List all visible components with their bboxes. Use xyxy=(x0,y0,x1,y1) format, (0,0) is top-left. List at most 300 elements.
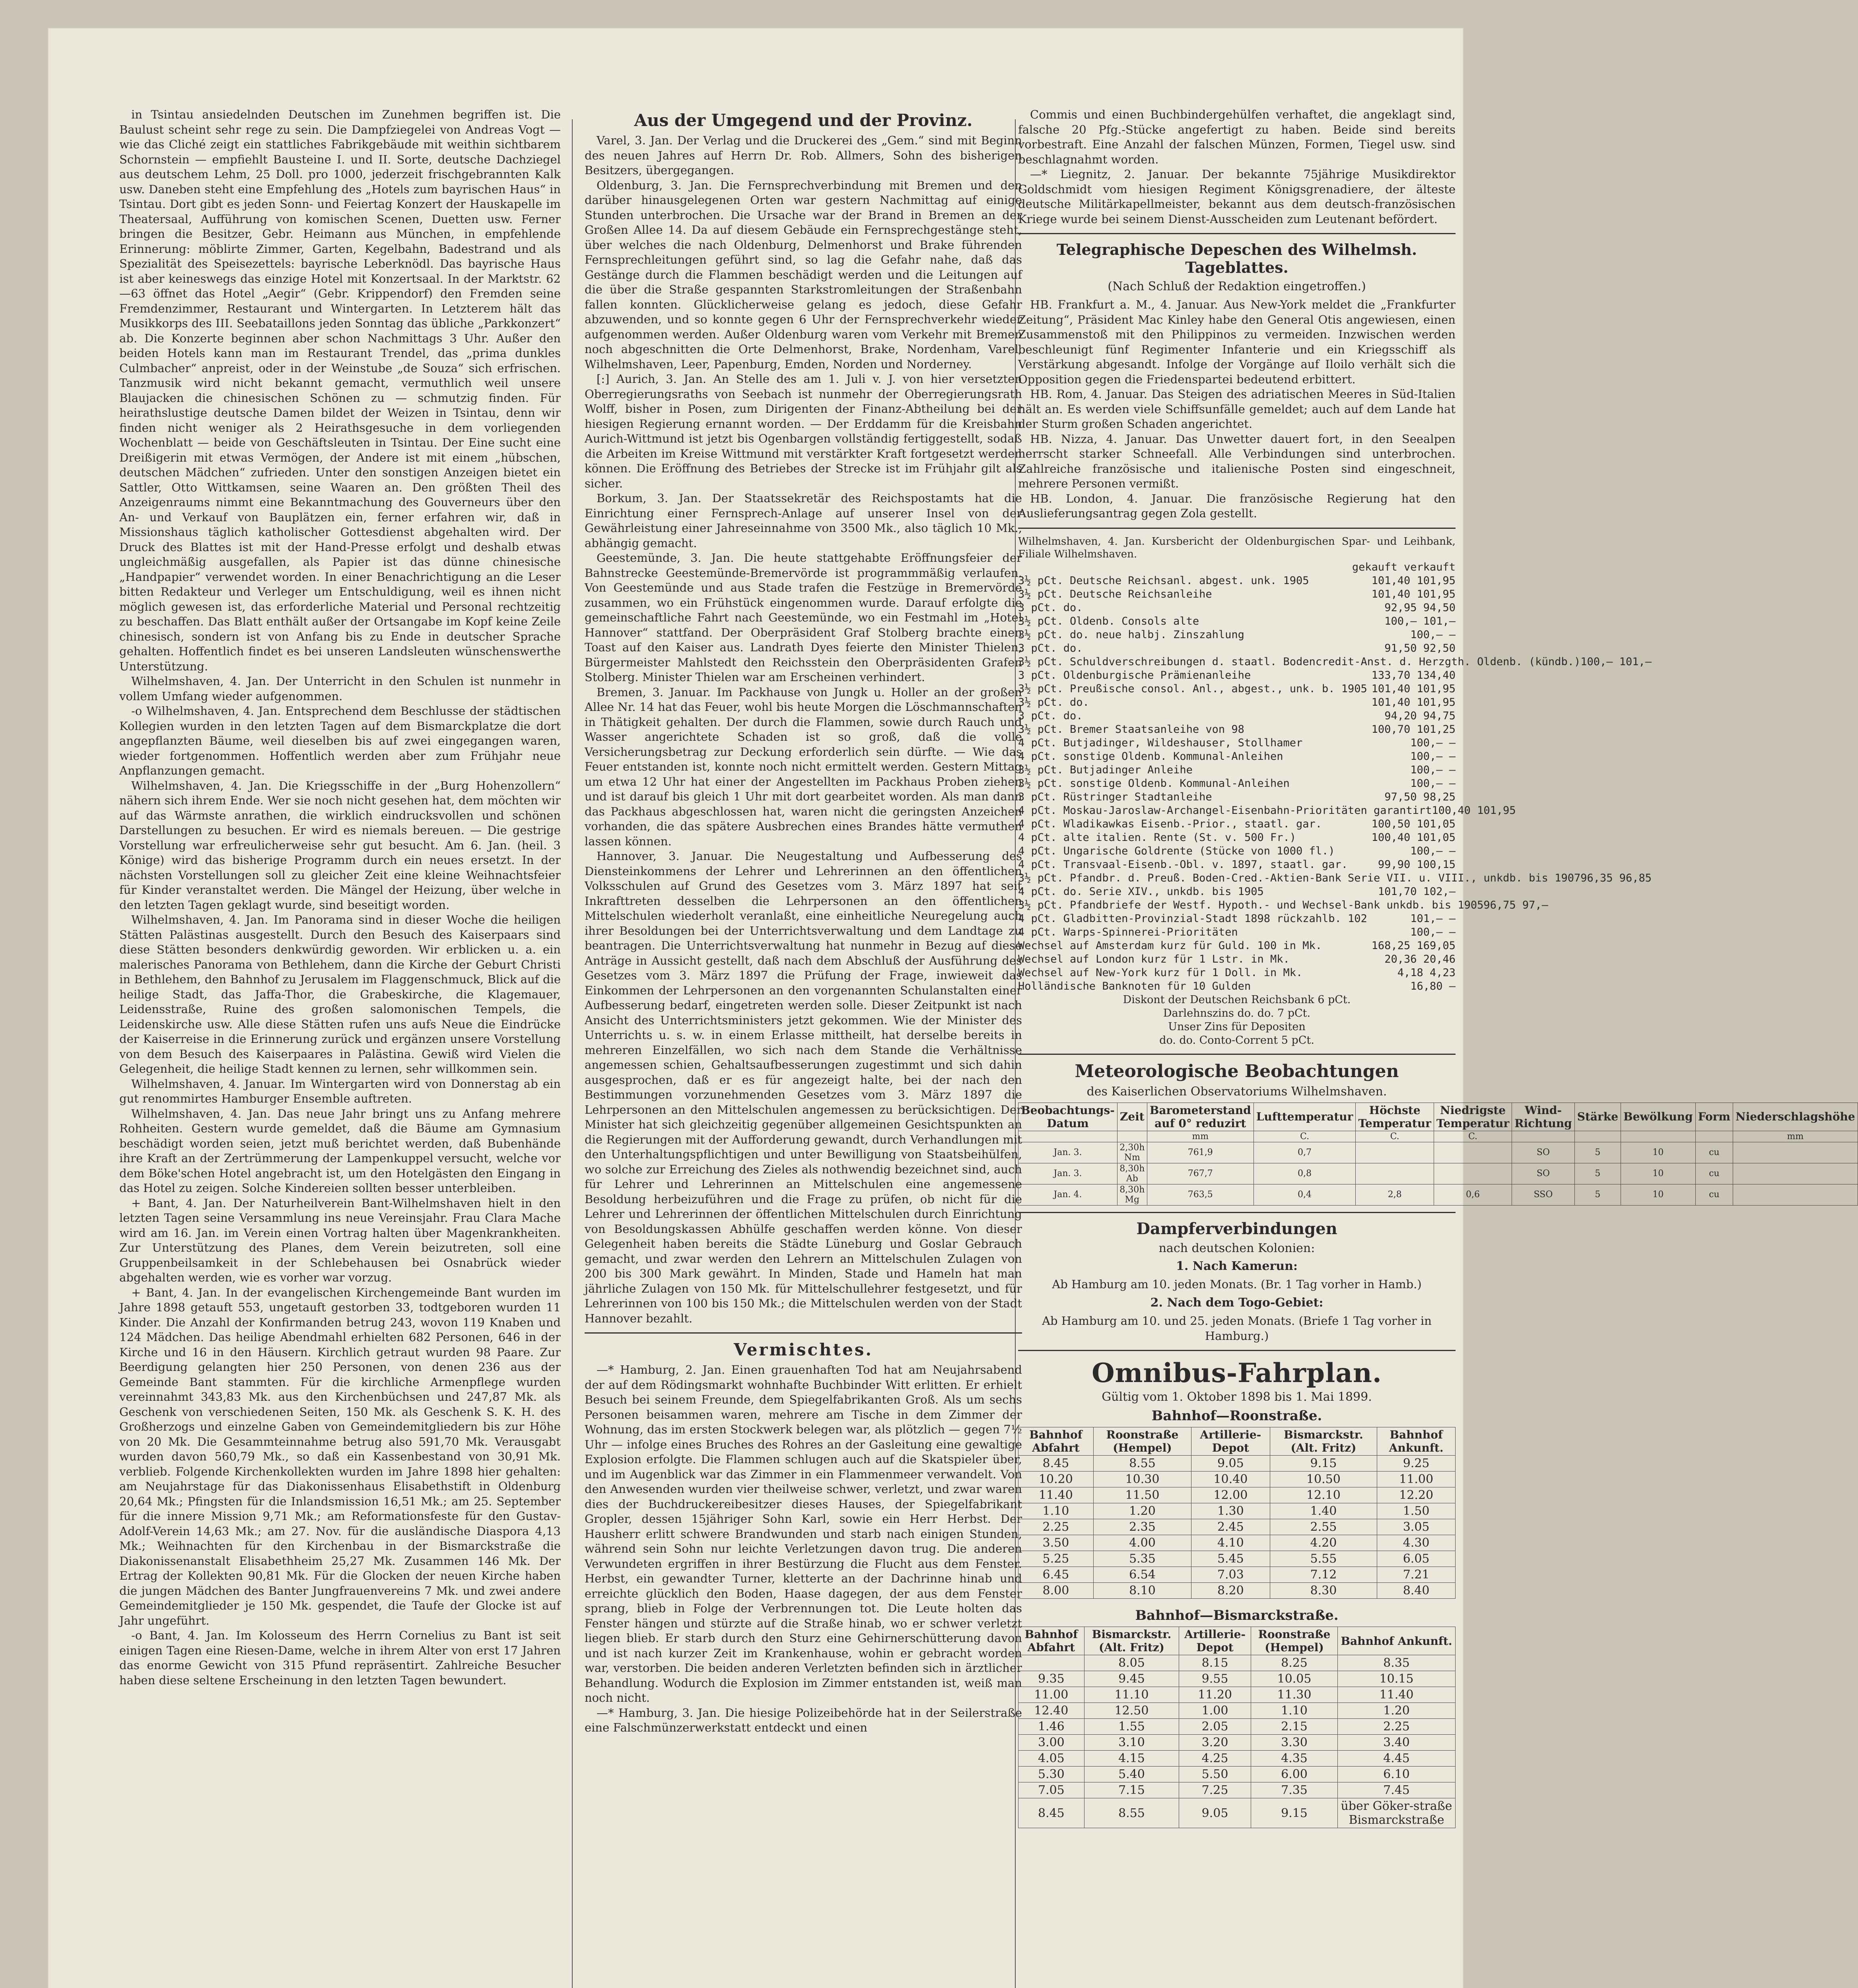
table-cell: 9.35 xyxy=(1018,1671,1084,1687)
article-paragraph: Varel, 3. Jan. Der Verlag und die Druckerei des „Gem.“ sind mit Beginn des neuen Jahres auf Herrn Dr. Rob. Allmers, Sohn des bisherigen Besitzers, übergegangen. xyxy=(585,134,1022,177)
stock-row xyxy=(1018,588,1456,601)
article-paragraph: Borkum, 3. Jan. Der Staatssekretär des Reichspostamts hat die Einrichtung einer Fernsprech-Anlage auf unserer Insel von der Gewährleistung einer Jahreseinnahme von 3500 Mk., also täglich 10 Mk., abhängig gemacht. xyxy=(585,491,1022,550)
stock-footer-line: do. do. Conto-Corrent 5 pCt. xyxy=(1159,1034,1314,1046)
table-cell: 1.10 xyxy=(1251,1703,1337,1719)
table-cell: 8,30h Mg xyxy=(1117,1184,1147,1205)
table-cell: 4.45 xyxy=(1338,1751,1456,1767)
table-row xyxy=(1018,1583,1456,1599)
table-cell: 11.10 xyxy=(1084,1687,1179,1703)
table-cell: 7.05 xyxy=(1018,1782,1084,1798)
stock-name: 3½ pCt. sonstige Oldenb. Kommunal-Anleihen xyxy=(1018,777,1290,790)
misc-articles xyxy=(585,1363,1022,1736)
table-cell: 6.45 xyxy=(1018,1567,1094,1583)
stock-row xyxy=(1018,655,1652,669)
table-cell: SO xyxy=(1512,1163,1575,1184)
table-cell: cu xyxy=(1695,1142,1733,1163)
section-heading-steamers: Dampferverbindungen xyxy=(1136,1219,1337,1238)
table-row xyxy=(1018,1163,1858,1184)
stock-name: 4 pCt. sonstige Oldenb. Kommunal-Anleihen xyxy=(1018,750,1283,763)
table-cell: 7.35 xyxy=(1251,1782,1337,1798)
table-cell: 8.00 xyxy=(1018,1583,1094,1599)
timetable-title: Bahnhof—Roonstraße. xyxy=(1151,1408,1322,1424)
table-cell: 12.50 xyxy=(1084,1703,1179,1719)
article-paragraph: Hannover, 3. Januar. Die Neugestaltung und Aufbesserung des Diensteinkommens der Lehrer und Lehrerinnen an den öffentlichen Volksschulen auf Grund des Gesetzes vom 3. März 1897 hat seit Inkrafttreten desselben die Lehrpersonen an den öffentlichen Mittelschulen wiederholt veranlaßt, eine einheitliche Neuregelung auch ihrer Besoldungen bei der Unterrichtsverwaltung und dem Landtage zu beantragen. Die Unterrichtsverwaltung hat nunmehr in Bezug auf diese Anträge in Aussicht gestellt, daß nach dem Abschluß der Ausführung des Gesetzes vom 3. März 1897 die Prüfung der Frage, inwieweit das Einkommen der Lehrpersonen an den vorgenannten Schulanstalten einer Aufbesserung bedarf, eingetreten werden solle. Dieser Zeitpunkt ist nach Ansicht des Unterrichtsministers jetzt gekommen. Wie der Minister des Unterrichts u. s. w. in einem Erlasse mittheilt, hat derselbe bereits in mehreren Einzelfällen, wo sich nach dem Stande die Verhältnisse angemessen schien, Gehaltsaufbesserungen zugestimmt und sich dahin ausgesprochen, daß er es für angezeigt halte, bei der nach den Bestimmungen vorzunehmenden Gesetzes vom 3. März 1897 die Lehrpersonen an den Mittelschulen angemessen zu berücksichtigen. Der Minister hat sich gleichzeitig gegenüber allgemeinen Gesichtspunkten an die Regierungen mit der Aufforderung gewandt, durch Verhandlungen mit den Unterhaltungspflichtigen und unter Bewilligung von Staatsbeihülfen, wo solche zur Erreichung des Zieles als nothwendig bezeichnet sind, auch für Lehrer und Lehrerinnen an Mittelschulen eine angemessene Besoldung herbeizuführen und die Frage zu prüfen, ob nicht für die Lehrer und Lehrerinnen der öffentlichen Mittelschulen durch Einrichtung von Besoldungskassen Abhülfe geschaffen werden könne. Von dieser Gelegenheit haben bereits die Städte Lüneburg und Goslar Gebrauch gemacht, und zwar werden den Lehrern an Mittelschulen Zulagen von 200 bis 300 Mark gewährt. In Minden, Stade und Hameln hat man jährliche Zulagen von 150 Mk. für Mittelschullehrer festgesetzt, und für Lehrerinnen von 100 bis 150 Mk.; die Mittelschulen werden von der Stadt Hannover bezahlt. xyxy=(585,849,1022,1325)
region-articles xyxy=(585,133,1022,1326)
stock-name: 4 pCt. Transvaal-Eisenb.-Obl. v. 1897, staatl. gar. xyxy=(1018,858,1348,871)
table-cell xyxy=(1434,1142,1512,1163)
stock-value: 100,— — xyxy=(1410,628,1456,641)
table-cell: cu xyxy=(1695,1184,1733,1205)
table-cell: 12.10 xyxy=(1270,1487,1377,1503)
stock-row xyxy=(1018,615,1456,628)
stock-name: 3½ pCt. Bremer Staatsanleihe von 98 xyxy=(1018,723,1244,736)
table-cell: 5.25 xyxy=(1018,1551,1094,1567)
stock-name: 3 pCt. do. xyxy=(1018,642,1083,654)
column-middle xyxy=(585,107,1022,1736)
table-header: Stärke xyxy=(1574,1103,1621,1131)
table-header: Wind-Richtung xyxy=(1512,1103,1575,1131)
stock-value: 101,40 101,95 xyxy=(1371,696,1456,709)
stock-row xyxy=(1018,574,1456,588)
table-header: Artillerie-Depot xyxy=(1191,1427,1270,1456)
table-header: Lufttemperatur xyxy=(1254,1103,1356,1131)
stock-name: 3½ pCt. Oldenb. Consols alte xyxy=(1018,615,1199,627)
table-unit: mm xyxy=(1147,1131,1254,1142)
table-cell: 3.00 xyxy=(1018,1735,1084,1751)
stock-name: 3½ pCt. do. xyxy=(1018,696,1089,709)
table-cell: 6.10 xyxy=(1338,1767,1456,1782)
steamer-route-title: 1. Nach Kamerun: xyxy=(1176,1259,1298,1273)
table-cell: 12.40 xyxy=(1018,1703,1084,1719)
table-cell: 761,9 xyxy=(1147,1142,1254,1163)
stock-name: 3½ pCt. Pfandbr. d. Preuß. Boden-Cred.-Aktien-Bank Serie VII. u. VIII., unkdb. bis 1907 xyxy=(1018,872,1581,884)
table-cell: 4.10 xyxy=(1191,1535,1270,1551)
stock-name: 4 pCt. Ungarische Goldrente (Stücke von 1000 fl.) xyxy=(1018,845,1335,857)
table-header: Beobachtungs-Datum xyxy=(1018,1103,1118,1131)
table-row xyxy=(1018,1503,1456,1519)
stock-row xyxy=(1018,750,1456,763)
table-cell: 1.40 xyxy=(1270,1503,1377,1519)
table-cell: 2.55 xyxy=(1270,1519,1377,1535)
table-unit xyxy=(1695,1131,1733,1142)
table-cell: 3.40 xyxy=(1338,1735,1456,1751)
table-cell: 5.35 xyxy=(1093,1551,1191,1567)
table-header: Bewölkung xyxy=(1621,1103,1696,1131)
table-header: Artillerie-Depot xyxy=(1179,1627,1251,1655)
stock-value: 101,— — xyxy=(1410,912,1456,925)
stock-row xyxy=(1018,980,1456,993)
steamer-route-text: Ab Hamburg am 10. jeden Monats. (Br. 1 Tag vorher in Hamb.) xyxy=(1052,1277,1422,1291)
stock-name: 3½ pCt. Deutsche Reichsanleihe xyxy=(1018,588,1212,600)
article-paragraph: Wilhelmshaven, 4. Januar. Im Wintergarten wird von Donnerstag ab ein gut renommirtes Hamburger Ensemble auftreten. xyxy=(119,1077,561,1105)
stock-value: 100,— — xyxy=(1410,926,1456,938)
table-cell: 8.25 xyxy=(1251,1655,1337,1671)
table-unit: C. xyxy=(1254,1131,1356,1142)
table-cell: 5 xyxy=(1574,1163,1621,1184)
table-header: Roonstraße (Hempel) xyxy=(1251,1627,1337,1655)
table-cell: 2.45 xyxy=(1191,1519,1270,1535)
stock-name: 4 pCt. Gladbitten-Provinzial-Stadt 1898 rückzahlb. 102 xyxy=(1018,912,1367,925)
table-cell: 9.05 xyxy=(1191,1456,1270,1472)
section-heading-meteorology: Meteorologische Beobachtungen xyxy=(1075,1061,1399,1081)
table-cell: 8.45 xyxy=(1018,1456,1094,1472)
table-cell: 11.00 xyxy=(1377,1472,1456,1487)
section-heading-region: Aus der Umgegend und der Provinz. xyxy=(634,111,973,130)
timetable-bismarckstrasse xyxy=(1018,1627,1456,1828)
table-cell: über Göker-straße Bismarckstraße xyxy=(1338,1798,1456,1828)
table-cell: 7.21 xyxy=(1377,1567,1456,1583)
timetable-roonstrasse xyxy=(1018,1427,1456,1599)
table-cell: 8,30h Ab xyxy=(1117,1163,1147,1184)
omnibus-validity: Gültig vom 1. Oktober 1898 bis 1. Mai 1899. xyxy=(1102,1390,1372,1404)
table-cell: 2.35 xyxy=(1093,1519,1191,1535)
stock-value: 94,20 94,75 xyxy=(1384,709,1456,722)
table-cell: 3.20 xyxy=(1179,1735,1251,1751)
table-header: Bismarckstr. (Alt. Fritz) xyxy=(1084,1627,1179,1655)
column-left-articles xyxy=(119,107,561,1688)
stock-value: 97,50 98,25 xyxy=(1384,790,1456,803)
table-cell: 8.05 xyxy=(1084,1655,1179,1671)
table-cell: 12.20 xyxy=(1377,1487,1456,1503)
table-cell: 4.20 xyxy=(1270,1535,1377,1551)
table-cell: 4.00 xyxy=(1093,1535,1191,1551)
stock-report-table xyxy=(1018,574,1652,993)
stock-name: 3½ pCt. Pfandbriefe der Westf. Hypoth.- und Wechsel-Bank unkdb. bis 1905 xyxy=(1018,899,1484,911)
table-cell: 0,7 xyxy=(1254,1142,1356,1163)
steamer-route-title: 2. Nach dem Togo-Gebiet: xyxy=(1150,1296,1324,1310)
stock-row xyxy=(1018,777,1456,790)
table-header: Niederschlagshöhe xyxy=(1733,1103,1858,1131)
table-cell: 4.35 xyxy=(1251,1751,1337,1767)
table-cell: 1.20 xyxy=(1093,1503,1191,1519)
article-paragraph: Wilhelmshaven, 4. Jan. Der Unterricht in den Schulen ist nunmehr in vollem Umfang wieder aufgenommen. xyxy=(119,674,561,703)
stock-name: 3½ pCt. Preußische consol. Anl., abgest., unk. b. 1905 xyxy=(1018,682,1367,695)
stock-value: 100,— — xyxy=(1410,777,1456,790)
table-cell: 2.15 xyxy=(1251,1719,1337,1735)
table-cell: 5.55 xyxy=(1270,1551,1377,1567)
table-row xyxy=(1018,1456,1456,1472)
section-heading-misc: Vermischtes. xyxy=(733,1340,873,1359)
article-paragraph: + Bant, 4. Jan. Der Naturheilverein Bant-Wilhelmshaven hielt in den letzten Tagen seine Versammlung ins neue Vereinsjahr. Frau Clara Mache wird am 16. Jan. im Verein einen Vortrag halten über Magenkrankheiten. Zur Unterstützung des Planes, dem Verein beizutreten, soll eine Gruppenbeilsamkeit in der Schlebehausen bei Osnabrück wieder abgehalten werden, wie es vorher war vorzug. xyxy=(119,1196,561,1284)
divider xyxy=(1018,1212,1456,1213)
stock-name: Holländische Banknoten für 10 Gulden xyxy=(1018,980,1251,992)
stock-name: 4 pCt. Warps-Spinnerei-Prioritäten xyxy=(1018,926,1238,938)
table-row xyxy=(1018,1535,1456,1551)
table-cell: 1.00 xyxy=(1179,1703,1251,1719)
article-paragraph: —* Hamburg, 3. Jan. Die hiesige Polizeibehörde hat in der Seilerstraße eine Falschmünzerwerkstatt entdeckt und einen xyxy=(585,1706,1022,1734)
table-cell: 2.25 xyxy=(1018,1519,1094,1535)
table-cell: 10 xyxy=(1621,1184,1696,1205)
stock-name: 4 pCt. Moskau-Jaroslaw-Archangel-Eisenbahn-Prioritäten garantirt xyxy=(1018,804,1432,817)
table-cell: 8.20 xyxy=(1191,1583,1270,1599)
table-cell: 1.10 xyxy=(1018,1503,1094,1519)
table-cell: 2,30h Nm xyxy=(1117,1142,1147,1163)
table-unit xyxy=(1512,1131,1575,1142)
table-cell: 9.15 xyxy=(1251,1798,1337,1828)
stock-row xyxy=(1018,723,1456,736)
table-row xyxy=(1018,1767,1456,1782)
stock-value: 101,40 101,95 xyxy=(1371,574,1456,587)
table-cell: 11.40 xyxy=(1018,1487,1094,1503)
meteorology-table xyxy=(1018,1103,1858,1206)
table-cell: 763,5 xyxy=(1147,1184,1254,1205)
table-cell: 2.25 xyxy=(1338,1719,1456,1735)
article-paragraph: —* Hamburg, 2. Jan. Einen grauenhaften Tod hat am Neujahrsabend der auf dem Rödingsmarkt wohnhafte Buchbinder Witt erlitten. Er erhielt Besuch bei seinem Freunde, dem Spiegelfabrikanten Groß. Als um sechs Personen beisammen waren, mehrere am Tische in dem Zimmer der Wohnung, das im ersten Stockwerk belegen war, als plötzlich — gegen 7½ Uhr — infolge eines Bruches des Rohres an der Gasleitung eine gewaltige Explosion erfolgte. Die Flammen schlugen auch auf die Skatspieler über, und im Augenblick war das Zimmer in ein Flammenmeer verwandelt. Von den Anwesenden wurden vier theilweise schwer, verletzt, und zwar waren dies der Buchdruckereibesitzer dieses Hauses, der Spiegelfabrikant Gropler, dessen 15jähriger Sohn Karl, sowie ein Herr Herbst. Der Hausherr erlitt schwere Brandwunden und starb nach einigen Stunden, während sein Sohn nur leichte Verletzungen davon trug. Die anderen Verwundeten ergriffen in ihrer Bestürzung die Flucht aus dem Fenster. Herbst, ein gewandter Turner, kletterte an der Dachrinne hinab und erreichte glücklich den Boden, Haase dagegen, der aus dem Fenster sprang, blieb in Folge der Verbrennungen tot. Die Leute holten das Fenster hängen und stürzte auf die Straße hinab, wo er schwer verletzt liegen blieb. Er starb durch den Sturz eine Gehirnerschütterung davon und ist nach kurzer Zeit im Krankenhause, wohin er gebracht worden war, verstorben. Die beiden anderen Verletzten befinden sich in ärztlicher Behandlung. Wodurch die Explosion im Zimmer entstanden ist, weiß man noch nicht. xyxy=(585,1363,1022,1705)
divider xyxy=(585,1332,1022,1334)
stock-value: 100,— — xyxy=(1410,845,1456,857)
article-paragraph: Wilhelmshaven, 4. Jan. Das neue Jahr bringt uns zu Anfang mehrere Rohheiten. Gestern wurde gemeldet, daß die Bäume am Gymnasium beschädigt worden seien, jetzt muß berichtet werden, daß Bubenhände ihre Kraft an der Zertrümmerung der Lampenkuppel versucht, welche vor dem Böke'schen Hotel angebracht ist, um den Hotelgästen den Eingang in das Hotel zu zeigen. Solche Kindereien sollten besser unterbleiben. xyxy=(119,1107,561,1195)
table-cell: 4.25 xyxy=(1179,1751,1251,1767)
article-paragraph: + Bant, 4. Jan. In der evangelischen Kirchengemeinde Bant wurden im Jahre 1898 getauft 553, ungetauft gestorben 33, todtgeboren wurden 11 Kinder. Die Anzahl der Konfirmanden betrug 243, wovon 119 Knaben und 124 Mädchen. Das heilige Abendmahl erhielten 682 Personen, 646 in der Kirche und 16 in den Häusern. Kirchlich getraut wurden 98 Paare. Zur Beerdigung gelangten hier 250 Personen, von denen 236 aus der Gemeinde Bant stammten. Für die kirchliche Armenpflege wurden vereinnahmt 343,83 Mk. aus den Kirchenbüchsen und 247,87 Mk. als Geschenk von verschiedenen Seiten, 150 Mk. als Geschenk S. K. H. des Großherzogs und einzelne Gaben von Gemeindemitgliedern bis zur Höhe von 20 Mk. Die Gesammteinnahme betrug also 591,70 Mk. Verausgabt wurden davon 560,79 Mk., so daß ein Kassenbestand von 30,91 Mk. verblieb. Folgende Kirchenkollekten wurden im Jahre 1898 hier gehalten: am Neujahrstage für das Diakonissenhaus Elisabethstift in Oldenburg 20,64 Mk.; Pfingsten für die Inlandsmission 16,51 Mk.; am 25. September für die innere Mission 9,71 Mk.; am Reformationsfeste für den Gustav-Adolf-Verein 14,63 Mk.; am 27. Nov. für die ausländische Diaspora 4,13 Mk.; Weihnachten für den Kirchenbau in der Bismarckstraße die Diakonissenanstalt Elisabethheim 25,27 Mk. Zusammen 146 Mk. Der Ertrag der Kollekten 90,81 Mk. Für die Glocken der neuen Kirche haben die jungen Mädchen des Banter Jungfrauenvereins 7 Mk. und zwei andere Gemeindemitglieder je 150 Mk. gespendet, die Taufe der Glocke ist auf Jahr ungeführt. xyxy=(119,1285,561,1627)
article-paragraph: Wilhelmshaven, 4. Jan. Im Panorama sind in dieser Woche die heiligen Stätten Palästinas ausgestellt. Durch den Besuch des Kaiserpaars sind diese Stätten besonders denkwürdig geworden. Wir erblicken u. a. ein malerisches Panorama von Bethlehem, dann die Kirche der Geburt Christi in Bethlehem, den Bahnhof zu Jerusalem im Flaggenschmuck, Blick auf die heilige Stadt, das Jaffa-Thor, die Grabeskirche, die Klagemauer, Leidensstraße, Ruine des großen salomonischen Tempels, die Leidenskirche usw. Alle diese Stätten rufen uns aufs Neue die Eindrücke der Kaiserreise in die Erinnerung zurück und ergänzen unsere Vorstellung von dem Besuch des Kaiserpaares in Palästina. Gewiß wird Vielen die Gelegenheit, die heilige Stadt kennen zu lernen, sehr willkommen sein. xyxy=(119,913,561,1076)
table-cell: Jan. 4. xyxy=(1018,1184,1118,1205)
table-cell: 9.25 xyxy=(1377,1456,1456,1472)
table-cell xyxy=(1733,1163,1858,1184)
stock-name: Wechsel auf London kurz für 1 Lstr. in Mk. xyxy=(1018,953,1290,965)
table-header: Bahnhof Abfahrt xyxy=(1018,1427,1094,1456)
table-cell: Jan. 3. xyxy=(1018,1142,1118,1163)
table-unit xyxy=(1018,1131,1118,1142)
stock-row xyxy=(1018,642,1456,655)
table-cell: 9.55 xyxy=(1179,1671,1251,1687)
table-cell: SSO xyxy=(1512,1184,1575,1205)
table-cell xyxy=(1733,1184,1858,1205)
stock-value: 101,40 101,95 xyxy=(1371,682,1456,695)
stock-row xyxy=(1018,601,1456,615)
article-paragraph: in Tsintau ansiedelnden Deutschen im Zunehmen begriffen ist. Die Baulust scheint sehr rege zu sein. Die Dampfziegelei von Andreas Vogt — wie das Cliché zeigt ein stattliches Fabrikgebäude mit weithin sichtbarem Schornstein — empfiehlt Bausteine I. und II. Sorte, deutsche Dachziegel aus deutschem Lehm, 25 Doll. pro 1000, jederzeit frischgebrannten Kalk usw. Daneben steht eine Empfehlung des „Hotels zum bayrischen Haus“ in Tsintau. Dort gibt es jeden Sonn- und Feiertag Konzert der Hauskapelle im Theatersaal, Aufführung von komischen Scenen, Duetten usw. Ferner bringen die Besitzer, Gebr. Heimann aus München, in empfehlende Erinnerung: möblirte Zimmer, Garten, Kegelbahn, Badestrand und als Spezialität des Speisezettels: bayrische Leberknödl. Das bayrische Haus ist aber keineswegs das einzige Hotel mit Konzertsaal. In der Marktstr. 62—63 öffnet das Hotel „Aegir“ (Gebr. Krippendorf) den Fremden seine Fremdenzimmer, Restaurant und Wintergarten. In Letzterem hält das Musikkorps des III. Seebataillons jeden Sonntag das übliche „Parkkonzert“ ab. Die Konzerte beginnen aber schon Nachmittags 3 Uhr. Außer den beiden Hotels kann man im Restaurant Trendel, das „prima dunkles Culmbacher“ anpreist, oder in der Weinstube „de Souza“ sich erfrischen. Tanzmusik wird nicht bekannt gemacht, vermuthlich weil unsere Blaujacken die chinesischen Schönen zu — schmutzig finden. Für heirathslustige deutsche Damen bildet der Weizen in Tsintau, denn wir finden nicht weniger als 2 Heirathsgesuche in dem vorliegenden Wochenblatt — beide von Geschäftsleuten in Tsintau. Der Eine sucht eine Dreißigerin mit etwas Vermögen, der Andere ist mit einem „hübschen, deutschen Mädchen“ zufrieden. Unter den sonstigen Anzeigen bietet ein Sattler, Otto Wittkamsen, seine Waaren an. Den größten Theil des Anzeigenraums nimmt eine Bekanntmachung des Gouverneurs über den An- und Verkauf von Bauplätzen ein, ferner erfahren wir, daß in Missionshaus täglich katholischer Gottesdienst abgehalten wird. Der Druck des Blattes ist mit der Hand-Presse erfolgt und deshalb etwas ungleichmäßig ausgefallen, als Papier ist das dünne chinesische „Handpapier“ verwendet worden. In einer Benachrichtigung an die Leser bitten Redakteur und Verleger um Entschuldigung, weil es ihnen nicht möglich gewesen ist, das erforderliche Material und Personal rechtzeitig zu beschaffen. Das Blatt enthält außer der Ortsangabe im Kopf keine Zeile chinesisch, sondern ist von Anfang bis zu Ende in deutscher Sprache gehalten. Hoffentlich findet es bei unseren Landsleuten wünschenswerthe Unterstützung. xyxy=(119,108,561,673)
table-cell: 2.05 xyxy=(1179,1719,1251,1735)
table-row xyxy=(1018,1655,1456,1671)
table-unit: C. xyxy=(1356,1131,1434,1142)
stock-name: 3½ pCt. Deutsche Reichsanl. abgest. unk. 1905 xyxy=(1018,574,1309,587)
stock-name: 4 pCt. alte italien. Rente (St. v. 500 Fr.) xyxy=(1018,831,1296,844)
table-row xyxy=(1018,1719,1456,1735)
table-cell: 8.10 xyxy=(1093,1583,1191,1599)
stock-value: 100,70 101,25 xyxy=(1371,723,1456,736)
stock-value: 96,35 96,85 xyxy=(1580,872,1652,884)
stock-row xyxy=(1018,669,1456,682)
table-header: Roonstraße (Hempel) xyxy=(1093,1427,1191,1456)
table-cell: 10.20 xyxy=(1018,1472,1094,1487)
table-header: Bahnhof Ankunft. xyxy=(1338,1627,1456,1655)
table-cell xyxy=(1356,1142,1434,1163)
steamers-subtitle: nach deutschen Kolonien: xyxy=(1158,1241,1315,1255)
table-unit xyxy=(1117,1131,1147,1142)
stock-row xyxy=(1018,939,1456,953)
table-cell: 0,4 xyxy=(1254,1184,1356,1205)
table-cell: 10.30 xyxy=(1093,1472,1191,1487)
article-paragraph: Bremen, 3. Januar. Im Packhause von Jungk u. Holler an der großen Allee Nr. 14 hat das Feuer, wohl bis heute Morgen die Löschmannschaften in Thätigkeit gehalten. Der durch die Flammen, sowie durch Rauch und Wasser angerichtete Schaden ist so groß, daß die volle Versicherungsbetrag zur Deckung erforderlich sein dürfte. — Wie das Feuer entstanden ist, konnte noch nicht ermittelt werden. Gestern Mittag um etwa 12 Uhr hat einer der Angestellten im Packhaus Proben ziehen und ist darauf bis gleich 1 Uhr mit dort gearbeitet worden. Als man dann das Packhaus abgeschlossen hat, waren nicht die geringsten Anzeichen vorhanden, die das spätere Ausbrechen eines Brandes hätte vermuthen lassen können. xyxy=(585,685,1022,848)
table-header: Bahnhof Ankunft. xyxy=(1377,1427,1456,1456)
table-cell: 8.35 xyxy=(1338,1655,1456,1671)
table-row xyxy=(1018,1472,1456,1487)
article-paragraph: HB. London, 4. Januar. Die französische Regierung hat den Auslieferungsantrag gegen Zola gestellt. xyxy=(1018,491,1456,520)
table-cell: 1.50 xyxy=(1377,1503,1456,1519)
table-cell: 1.46 xyxy=(1018,1719,1084,1735)
divider xyxy=(1018,1350,1456,1351)
stock-name: 3½ pCt. Butjadinger Anleihe xyxy=(1018,763,1193,776)
section-heading-telegraph: Telegraphische Depeschen des Wilhelmsh. Tageblattes. xyxy=(1056,241,1417,276)
stock-footer-line: Diskont der Deutschen Reichsbank 6 pCt. xyxy=(1123,993,1351,1006)
article-paragraph: -o Bant, 4. Jan. Im Kolosseum des Herrn Cornelius zu Bant ist seit einigen Tagen eine Riesen-Dame, welche in ihrem Alter von erst 17 Jahren das enorme Gewicht von 315 Pfund repräsentirt. Zahlreiche Besucher haben diese seltene Erscheinung in den letzten Tagen bewundert. xyxy=(119,1629,561,1687)
stock-value: 100,40 101,05 xyxy=(1371,831,1456,844)
stock-row xyxy=(1018,804,1516,817)
table-cell: 10 xyxy=(1621,1142,1696,1163)
stock-value: 101,70 102,— xyxy=(1378,885,1456,898)
section-heading-omnibus: Omnibus-Fahrplan. xyxy=(1092,1357,1382,1388)
divider xyxy=(1018,528,1456,529)
stock-name: 3½ pCt. Schuldverschreibungen d. staatl. Bodencredit-Anst. d. Herzgth. Oldenb. (kündb.) xyxy=(1018,655,1581,668)
table-header: Zeit xyxy=(1117,1103,1147,1131)
table-cell: 5.40 xyxy=(1084,1767,1179,1782)
meteorology-subtitle: des Kaiserlichen Observatoriums Wilhelmshaven. xyxy=(1086,1084,1387,1099)
article-paragraph: HB. Rom, 4. Januar. Das Steigen des adriatischen Meeres in Süd-Italien hält an. Es werden viele Schiffsunfälle gemeldet; auch auf dem Lande hat der Sturm großen Schaden angerichtet. xyxy=(1018,387,1456,431)
stock-row xyxy=(1018,682,1456,696)
table-cell: 12.00 xyxy=(1191,1487,1270,1503)
telegraph-subtitle: (Nach Schluß der Redaktion eingetroffen.) xyxy=(1108,280,1366,293)
table-unit: mm xyxy=(1733,1131,1858,1142)
table-row xyxy=(1018,1142,1858,1163)
table-cell xyxy=(1733,1142,1858,1163)
stock-name: Wechsel auf Amsterdam kurz für Guld. 100 in Mk. xyxy=(1018,939,1322,952)
steamer-route-text: Ab Hamburg am 10. und 25. jeden Monats. (Briefe 1 Tag vorher in Hamburg.) xyxy=(1042,1314,1432,1343)
table-cell: 8.55 xyxy=(1084,1798,1179,1828)
table-header: Form xyxy=(1695,1103,1733,1131)
stock-name: 3 pCt. do. xyxy=(1018,601,1083,614)
stock-report-columns: gekauft verkauft xyxy=(1352,561,1456,573)
stock-row xyxy=(1018,926,1456,939)
stock-name: 4 pCt. Butjadinger, Wildeshauser, Stollhamer xyxy=(1018,736,1303,749)
table-cell: 5.45 xyxy=(1191,1551,1270,1567)
stock-value: 100,— 101,— xyxy=(1580,655,1652,668)
article-paragraph: Wilhelmshaven, 4. Jan. Die Kriegsschiffe in der „Burg Hohenzollern“ nähern sich ihrem Ende. Wer sie noch nicht gesehen hat, dem möchten wir auf das Wärmste anrathen, die wirklich eindrucksvollen und schönen Darstellungen zu besuchen. Er wird es niemals bereuen. — Die gestrige Vorstellung war erfreulicherweise sehr gut besucht. Am 6. Jan. (heil. 3 Könige) wird das bisherige Programm durch ein neues ersetzt. In der nächsten Vorstellungen soll zu gleicher Zeit eine kleine Weihnachtsfeier für Kinder veranstaltet werden. Die Mängel der Heizung, über welche in den letzten Tagen geklagt wurde, sind beseitigt worden. xyxy=(119,779,561,912)
stock-value: 100,50 101,05 xyxy=(1371,817,1456,830)
table-row xyxy=(1018,1751,1456,1767)
article-paragraph: —* Liegnitz, 2. Januar. Der bekannte 75jährige Musikdirektor Goldschmidt vom hiesigen Regiment Königsgrenadiere, der älteste deutsche Militärkapellmeister, bekannt aus dem deutsch-französischen Kriege wurde bei seinem Dienst-Ausscheiden zum Leutenant befördert. xyxy=(1018,167,1456,226)
table-unit xyxy=(1574,1131,1621,1142)
table-cell xyxy=(1018,1655,1084,1671)
table-cell: 5.50 xyxy=(1179,1767,1251,1782)
table-header: Bahnhof Abfahrt xyxy=(1018,1627,1084,1655)
stock-row xyxy=(1018,696,1456,709)
stock-row xyxy=(1018,831,1456,845)
table-cell: 1.20 xyxy=(1338,1703,1456,1719)
table-cell: 11.40 xyxy=(1338,1687,1456,1703)
stock-value: 100,— 101,— xyxy=(1384,615,1456,627)
table-cell: 10.50 xyxy=(1270,1472,1377,1487)
table-cell: cu xyxy=(1695,1163,1733,1184)
divider xyxy=(1018,233,1456,234)
stock-row xyxy=(1018,953,1456,966)
stock-value: 133,70 134,40 xyxy=(1371,669,1456,681)
stock-name: 4 pCt. do. Serie XIV., unkdb. bis 1905 xyxy=(1018,885,1264,898)
table-cell: 9.05 xyxy=(1179,1798,1251,1828)
right-top-articles xyxy=(1018,107,1456,227)
stock-row xyxy=(1018,899,1548,912)
table-cell: 3.30 xyxy=(1251,1735,1337,1751)
stock-footer-line: Darlehnszins do. do. 7 pCt. xyxy=(1163,1007,1311,1019)
table-cell: 8.30 xyxy=(1270,1583,1377,1599)
table-cell: SO xyxy=(1512,1142,1575,1163)
stock-row xyxy=(1018,858,1456,872)
table-cell: 1.55 xyxy=(1084,1719,1179,1735)
table-cell: 6.54 xyxy=(1093,1567,1191,1583)
stock-name: 3 pCt. Rüstringer Stadtanleihe xyxy=(1018,790,1212,803)
stock-value: 168,25 169,05 xyxy=(1371,939,1456,952)
table-row xyxy=(1018,1671,1456,1687)
article-paragraph: [:] Aurich, 3. Jan. An Stelle des am 1. Juli v. J. von hier versetzten Oberregierungsraths von Seebach ist nunmehr der Oberregierungsrath Wolff, bisher in Posen, zum Dirigenten der Finanz-Abtheilung bei der hiesigen Regierung ernannt worden. — Der Erddamm für die Kreisbahn Aurich-Wittmund ist jetzt bis Ogenbargen vollständig fertiggestellt, sodaß die Arbeiten im Kreise Wittmund mit verstärkter Kraft fortgesetzt werden können. Die Eröffnung des Betriebes der Strecke ist im Frühjahr gilt als sicher. xyxy=(585,372,1022,490)
table-cell: 6.05 xyxy=(1377,1551,1456,1567)
table-row xyxy=(1018,1567,1456,1583)
table-cell: 10.40 xyxy=(1191,1472,1270,1487)
article-paragraph: -o Wilhelmshaven, 4. Jan. Entsprechend dem Beschlusse der städtischen Kollegien wurden in den letzten Tagen auf dem Bismarckplatze die dort angepflanzten Bäume, weil dieselben bis auf zwei eingegangen waren, wieder fortgenommen. Hoffentlich werden aber zum Frühjahr neue Anpflanzungen gemacht. xyxy=(119,704,561,777)
stock-row xyxy=(1018,885,1456,899)
stock-value: 100,— — xyxy=(1410,750,1456,763)
table-cell: 7.45 xyxy=(1338,1782,1456,1798)
table-cell: 8.15 xyxy=(1179,1655,1251,1671)
stock-value: 99,90 100,15 xyxy=(1378,858,1456,871)
divider xyxy=(1018,1054,1456,1055)
table-header: Höchste Temperatur xyxy=(1356,1103,1434,1131)
telegraph-articles xyxy=(1018,297,1456,521)
stock-name: 3 pCt. do. xyxy=(1018,709,1083,722)
table-cell: 6.00 xyxy=(1251,1767,1337,1782)
stock-value: 92,95 94,50 xyxy=(1384,601,1456,614)
column-rule xyxy=(572,119,573,1988)
table-cell: 5.30 xyxy=(1018,1767,1084,1782)
stock-value: 16,80 — xyxy=(1410,980,1456,992)
table-cell: 8.45 xyxy=(1018,1798,1084,1828)
stock-value: 100,— — xyxy=(1410,736,1456,749)
stock-row xyxy=(1018,736,1456,750)
stock-report-heading: Wilhelmshaven, 4. Jan. Kursbericht der Oldenburgischen Spar- und Leihbank, Filiale Wilhelmshaven. xyxy=(1018,535,1456,560)
article-paragraph: Oldenburg, 3. Jan. Die Fernsprechverbindung mit Bremen und den darüber hinausgelegenen Orten war gestern Nachmittag auf einige Stunden unterbrochen. Die Ursache war der Brand in Bremen an der Großen Allee 14. Da auf diesem Gebäude ein Fernsprechgestänge steht, über welches die nach Oldenburg, Delmenhorst und Brake führenden Fernsprechleitungen geführt sind, so lag die Gefahr nahe, daß das Gestänge durch die Flammen beschädigt werden und die Leitungen auf die über die Straße gespannten Starkstromleitungen der Straßenbahn fallen konnten. Glücklicherweise gelang es jedoch, diese Gefahr abzuwenden, und so konnte gegen 6 Uhr der Fernsprechverkehr wieder aufgenommen werden. Außer Oldenburg waren vom Verkehr mit Bremen noch abgeschnitten die Orte Delmenhorst, Brake, Nordenham, Varel, Wilhelmshaven, Leer, Papenburg, Emden, Norden und Norderney. xyxy=(585,178,1022,371)
table-cell: 9.15 xyxy=(1270,1456,1377,1472)
article-paragraph: HB. Nizza, 4. Januar. Das Unwetter dauert fort, in den Seealpen herrscht starker Schneefall. Alle Verbindungen sind unterbrochen. Zahlreiche französische und italienische Posten sind eingeschneit, mehrere Personen vermißt. xyxy=(1018,432,1456,490)
table-cell: 4.05 xyxy=(1018,1751,1084,1767)
stock-name: 3½ pCt. do. neue halbj. Zinszahlung xyxy=(1018,628,1244,641)
table-cell: 8.55 xyxy=(1093,1456,1191,1472)
table-row xyxy=(1018,1798,1456,1828)
table-cell: 4.15 xyxy=(1084,1751,1179,1767)
table-cell: 11.00 xyxy=(1018,1687,1084,1703)
stock-report-footer xyxy=(1018,993,1456,1047)
table-cell: 11.50 xyxy=(1093,1487,1191,1503)
table-header: Bismarckstr. (Alt. Fritz) xyxy=(1270,1427,1377,1456)
table-cell: 5 xyxy=(1574,1184,1621,1205)
table-row xyxy=(1018,1551,1456,1567)
table-cell: 7.12 xyxy=(1270,1567,1377,1583)
stock-row xyxy=(1018,845,1456,858)
table-cell: 2,8 xyxy=(1356,1184,1434,1205)
article-paragraph: Geestemünde, 3. Jan. Die heute stattgehabte Eröffnungsfeier der Bahnstrecke Geestemünde-Bremervörde ist programmmäßig verlaufen. Von Geestemünde und aus Stade trafen die Festzüge in Bremervörde zusammen, wo ein Frühstück eingenommen wurde. Darauf erfolgte die gemeinschaftliche Fahrt nach Geestemünde, wo ein Festmahl im „Hotel Hannover“ stattfand. Der Oberpräsident Graf Stolberg brachte einen Toast auf den Kaiser aus. Landrath Dyes feierte den Minister Thielen, Bürgermeister Mahlstedt den Reichsstein den Oberpräsidenten Grafen Stolberg. Minister Thielen war am Erscheinen verhindert. xyxy=(585,551,1022,684)
article-paragraph: HB. Frankfurt a. M., 4. Januar. Aus New-York meldet die „Frankfurter Zeitung“, Präsident Mac Kinley habe den General Otis angewiesen, einen Zusammenstoß mit den Philippinos zu vermeiden. Inzwischen werden beschleunigt fünf Regimenter Infanterie und ein Kriegsschiff als Verstärkung abgesandt. Infolge der Vorgänge auf Iloilo verhält sich die Opposition gegen die Friedenspartei bedeutend erbittert. xyxy=(1018,298,1456,386)
table-cell: 7.03 xyxy=(1191,1567,1270,1583)
stock-row xyxy=(1018,817,1456,831)
table-header: Barometerstand auf 0° reduzirt xyxy=(1147,1103,1254,1131)
stock-value: 91,50 92,50 xyxy=(1384,642,1456,654)
table-cell: 0,6 xyxy=(1434,1184,1512,1205)
table-header: Niedrigste Temperatur xyxy=(1434,1103,1512,1131)
table-cell: 4.30 xyxy=(1377,1535,1456,1551)
table-row xyxy=(1018,1782,1456,1798)
stock-value: 96,75 97,— xyxy=(1483,899,1548,911)
column-left xyxy=(119,107,561,1688)
table-cell: 3.05 xyxy=(1377,1519,1456,1535)
table-row xyxy=(1018,1184,1858,1205)
table-cell: 0,8 xyxy=(1254,1163,1356,1184)
table-cell: Jan. 3. xyxy=(1018,1163,1118,1184)
